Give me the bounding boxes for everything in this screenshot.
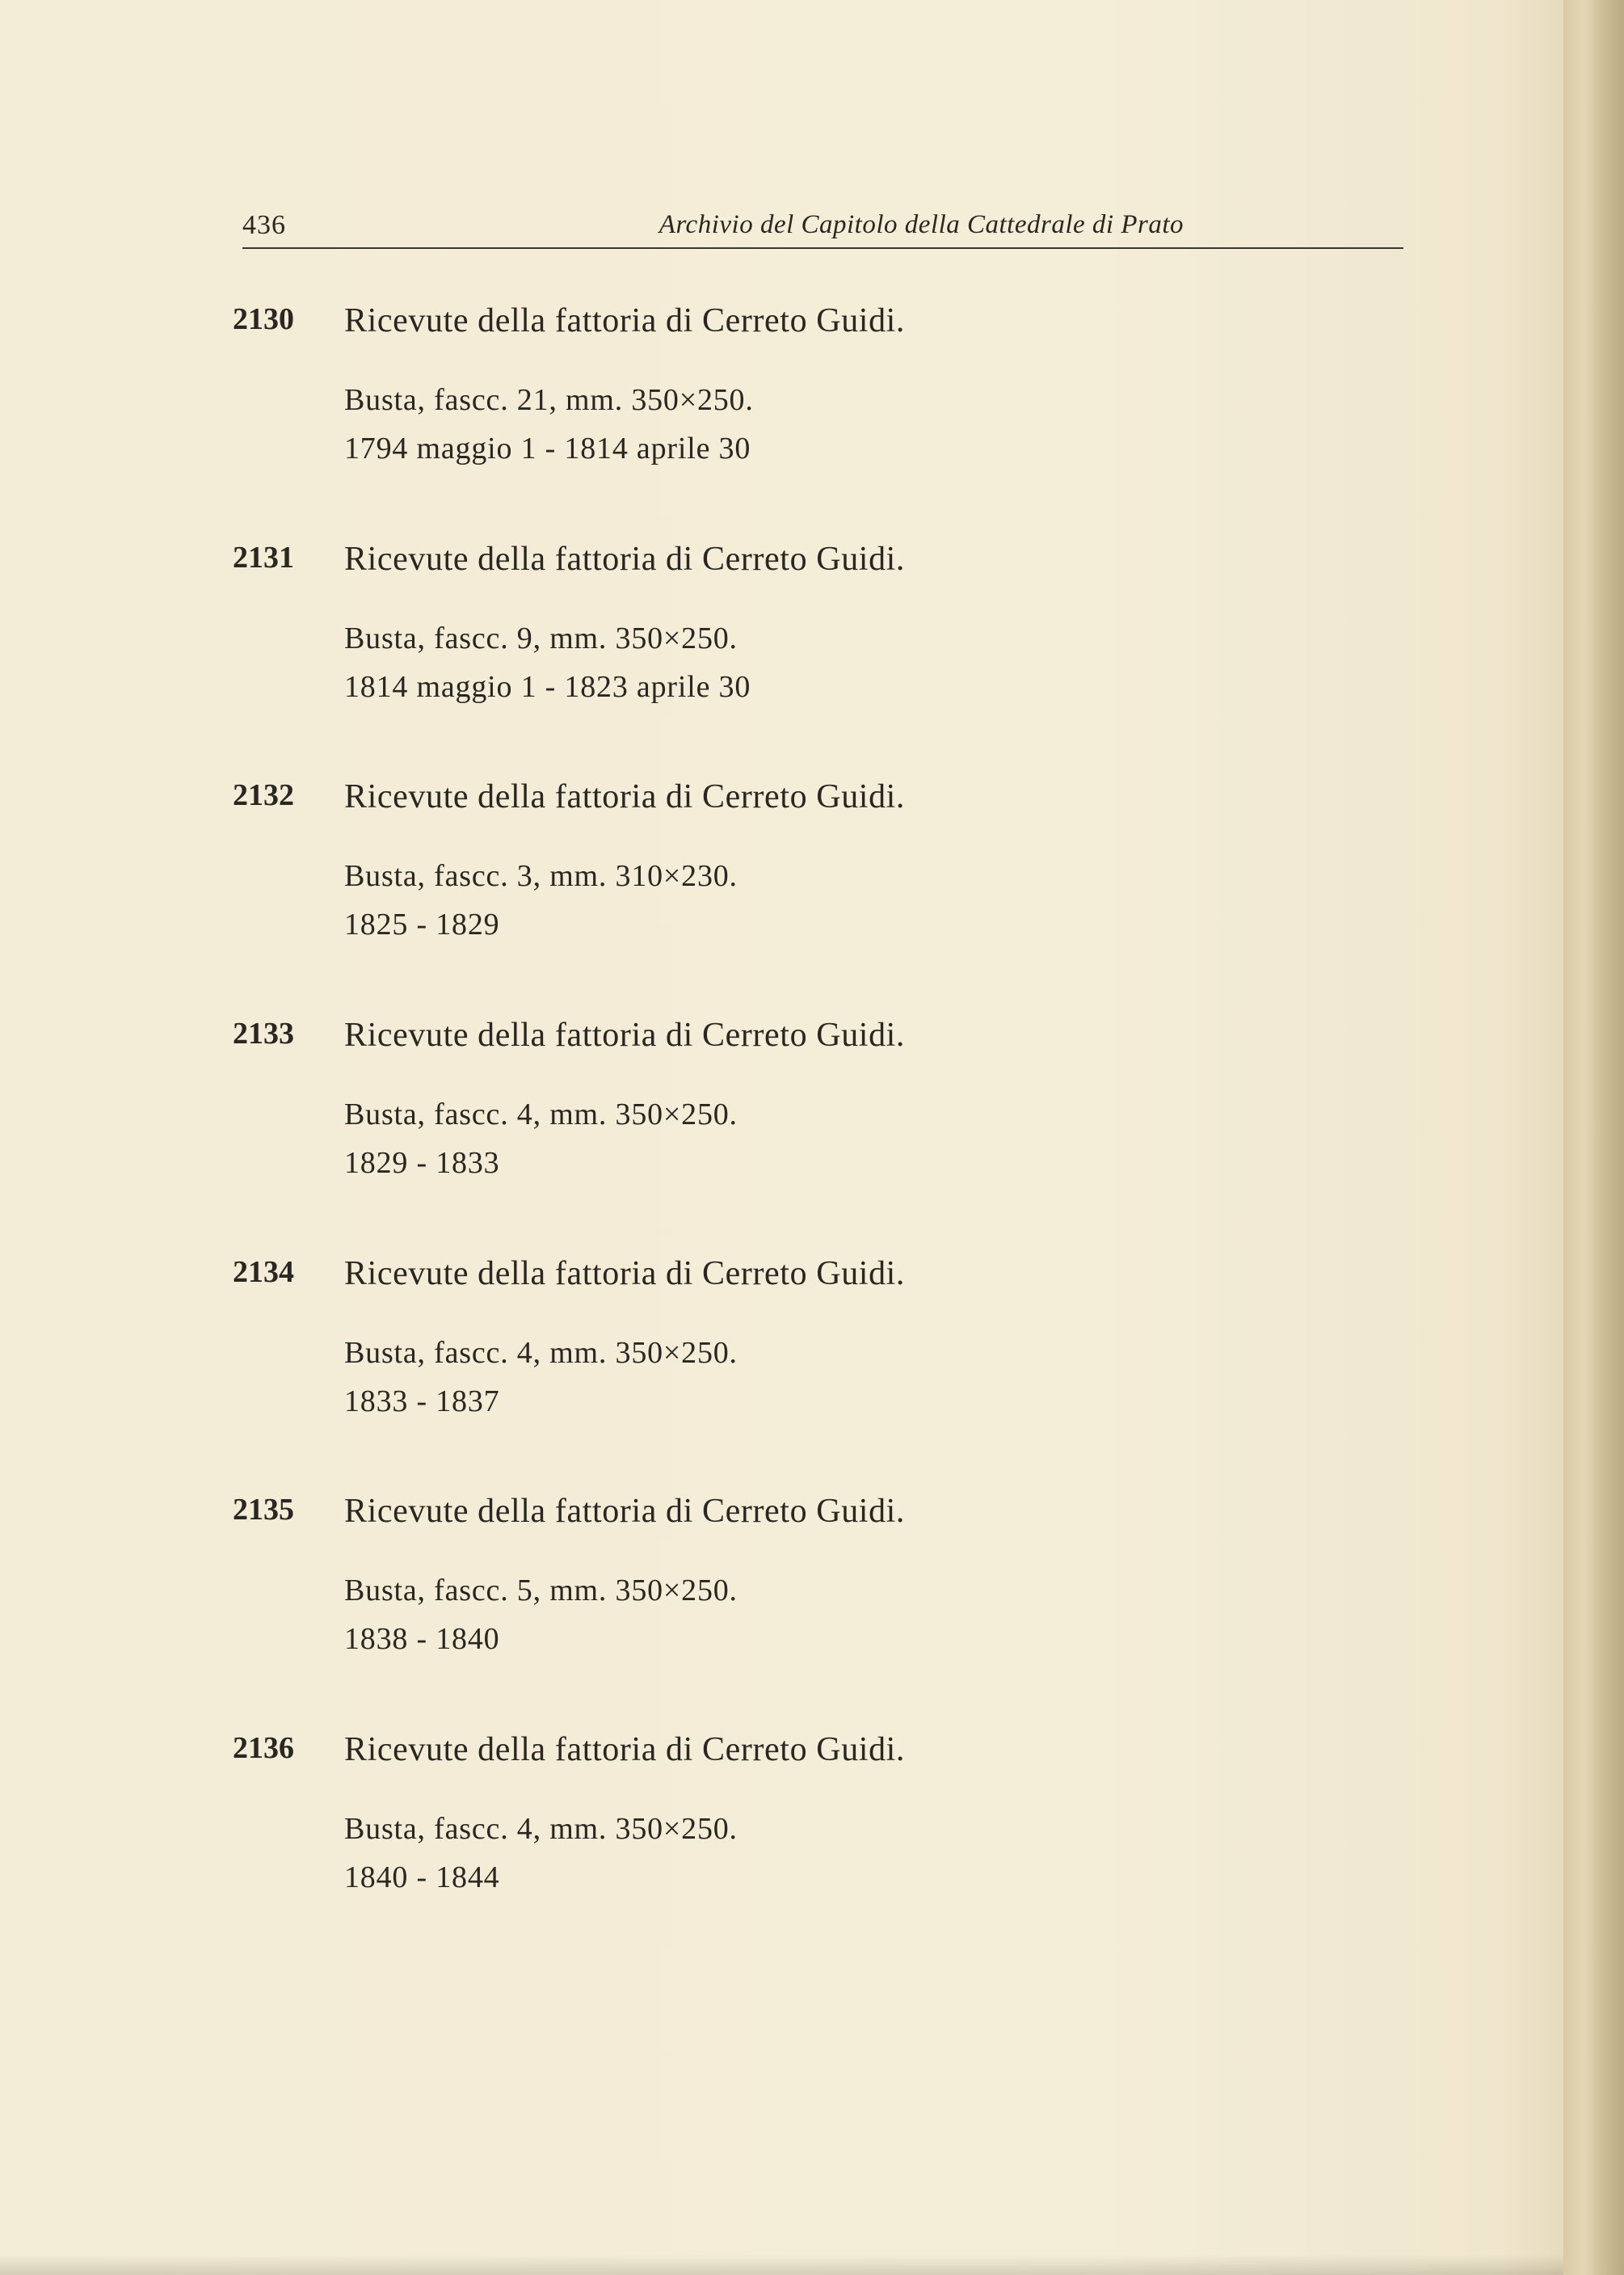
catalog-entry [233, 777, 1121, 988]
entry-description: Busta, fascc. 4, mm. 350×250. [344, 1336, 738, 1370]
entry-title: Ricevute della fattoria di Cerreto Guidi. [344, 1017, 906, 1054]
entry-title: Ricevute della fattoria di Cerreto Guidi. [344, 302, 906, 339]
page-number: 436 [242, 210, 286, 240]
entry-dates: 1794 maggio 1 - 1814 aprile 30 [344, 432, 751, 466]
entry-dates: 1838 - 1840 [344, 1622, 500, 1656]
running-title: Archivio del Capitolo della Cattedrale di Prato [658, 210, 1184, 239]
entry-dates: 1829 - 1833 [344, 1146, 500, 1180]
catalog-entry [233, 1730, 1121, 1940]
entry-title: Ricevute della fattoria di Cerreto Guidi. [344, 1731, 906, 1768]
entry-dates: 1840 - 1844 [344, 1860, 500, 1894]
entry-number: 2130 [233, 302, 294, 336]
running-head [242, 207, 1403, 249]
entry-title: Ricevute della fattoria di Cerreto Guidi. [344, 1493, 906, 1530]
page-bottom-shadow [0, 2255, 1563, 2275]
entry-number: 2135 [233, 1493, 294, 1527]
entry-dates: 1814 maggio 1 - 1823 aprile 30 [344, 670, 751, 704]
entry-number: 2131 [233, 541, 294, 575]
entry-number: 2136 [233, 1731, 294, 1765]
entry-number: 2133 [233, 1017, 294, 1051]
entry-number: 2134 [233, 1255, 294, 1289]
entry-description: Busta, fascc. 4, mm. 350×250. [344, 1812, 738, 1846]
catalog-entry [233, 540, 1121, 750]
entry-title: Ricevute della fattoria di Cerreto Guidi. [344, 541, 906, 578]
entry-title: Ricevute della fattoria di Cerreto Guidi. [344, 778, 906, 815]
page-edge [1563, 0, 1624, 2275]
entry-description: Busta, fascc. 21, mm. 350×250. [344, 383, 754, 417]
catalog-entry [233, 1492, 1121, 1702]
catalog-entry [233, 1254, 1121, 1464]
entry-title: Ricevute della fattoria di Cerreto Guidi. [344, 1255, 906, 1292]
entry-number: 2132 [233, 778, 294, 812]
entry-description: Busta, fascc. 4, mm. 350×250. [344, 1097, 738, 1131]
catalog-entry [233, 301, 1121, 512]
entry-description: Busta, fascc. 3, mm. 310×230. [344, 859, 738, 893]
entry-dates: 1825 - 1829 [344, 908, 500, 942]
entry-description: Busta, fascc. 5, mm. 350×250. [344, 1574, 738, 1607]
entry-dates: 1833 - 1837 [344, 1384, 500, 1418]
catalog-entry [233, 1016, 1121, 1226]
entry-description: Busta, fascc. 9, mm. 350×250. [344, 621, 738, 655]
